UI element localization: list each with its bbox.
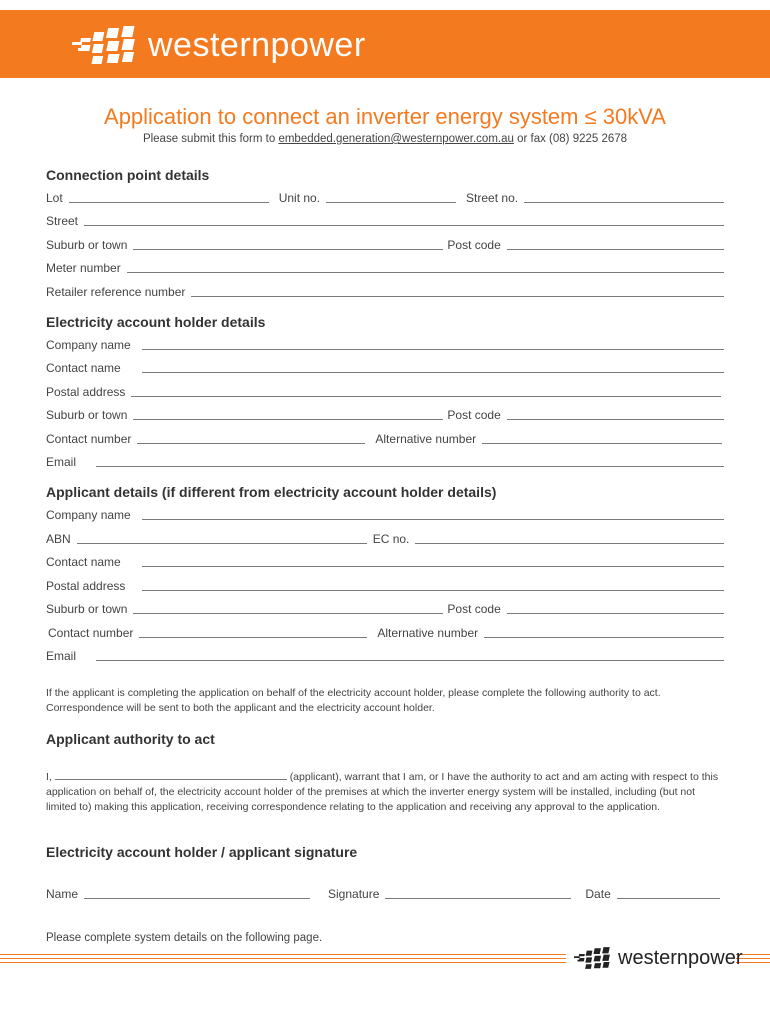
account-contact-row — [46, 359, 724, 375]
account-postal-row — [46, 383, 724, 399]
abn-field[interactable] — [77, 543, 367, 544]
unit-no-label: Unit no. — [278, 191, 321, 205]
connection-meter-row — [46, 259, 724, 275]
contact-name-label: Contact name — [46, 361, 121, 375]
authority-heading: Applicant authority to act — [46, 731, 215, 747]
contact-name-label: Contact name — [46, 555, 121, 569]
account-company-row — [46, 336, 724, 352]
post-code-field[interactable] — [507, 613, 724, 614]
connection-street-row — [46, 212, 724, 228]
company-name-label: Company name — [46, 338, 131, 352]
connection-retailer-row — [46, 283, 724, 299]
applicant-contact-row — [46, 553, 724, 569]
suburb-label: Suburb or town — [46, 238, 128, 252]
email-label: Email — [46, 455, 77, 469]
retailer-ref-field[interactable] — [191, 296, 724, 297]
authority-statement — [46, 770, 726, 815]
post-code-label: Post code — [447, 602, 501, 616]
suburb-field[interactable] — [133, 419, 443, 420]
contact-number-label: Contact number — [48, 626, 134, 640]
ec-no-label: EC no. — [372, 532, 410, 546]
signature-label: Signature — [328, 887, 380, 901]
footer-divider-left-2 — [0, 958, 566, 959]
date-field[interactable] — [617, 898, 720, 899]
authority-body: (applicant), warrant that I am, or I have the authority to act and am acting with respect to this application on behalf of, the electricity account holder of the premises at which the inverter energy system will be installed, including (but not limited to) making this application, receiving correspondence relating to the application and receiving any approval to the application. — [46, 771, 719, 813]
account-phone-row — [46, 430, 724, 446]
post-code-label: Post code — [447, 238, 501, 252]
applicant-heading: Applicant details (if different from electricity account holder details) — [46, 484, 497, 500]
subtitle-prefix: Please submit this form to — [142, 133, 276, 145]
suburb-label: Suburb or town — [46, 602, 128, 616]
street-label: Street — [46, 214, 79, 228]
signature-field[interactable] — [385, 898, 571, 899]
meter-number-field[interactable] — [127, 272, 724, 273]
company-name-field[interactable] — [142, 349, 724, 350]
alt-number-field[interactable] — [482, 443, 722, 444]
postal-address-field[interactable] — [131, 396, 721, 397]
westernpower-grid-icon — [72, 24, 142, 66]
retailer-ref-label: Retailer reference number — [46, 285, 186, 299]
post-code-field[interactable] — [507, 249, 724, 250]
name-field[interactable] — [84, 898, 310, 899]
connection-suburb-row — [46, 236, 724, 252]
suburb-label: Suburb or town — [46, 408, 128, 422]
footer-divider-left — [0, 954, 566, 955]
header-banner — [0, 10, 770, 78]
post-code-field[interactable] — [507, 419, 724, 420]
contact-name-field[interactable] — [142, 372, 724, 373]
post-code-label: Post code — [447, 408, 501, 422]
signature-heading: Electricity account holder / applicant signature — [46, 844, 358, 860]
applicant-name-field[interactable] — [55, 770, 287, 780]
alt-number-label: Alternative number — [375, 432, 477, 446]
lot-field[interactable] — [69, 202, 269, 203]
email-field[interactable] — [96, 660, 724, 661]
footer-logo — [574, 945, 743, 971]
name-label: Name — [46, 887, 79, 901]
company-name-label: Company name — [46, 508, 131, 522]
connection-lot-row — [46, 189, 724, 205]
applicant-company-row — [46, 506, 724, 522]
footer-wordmark: westernpower — [618, 946, 743, 969]
postal-address-field[interactable] — [142, 590, 724, 591]
contact-number-field[interactable] — [137, 443, 365, 444]
footer-divider-left-3 — [0, 962, 566, 963]
account-holder-heading: Electricity account holder details — [46, 314, 266, 330]
westernpower-grid-icon — [574, 945, 614, 971]
applicant-abn-row — [46, 530, 724, 546]
contact-number-label: Contact number — [46, 432, 132, 446]
footer-note: Please complete system details on the following page. — [46, 932, 323, 944]
account-email-row — [46, 453, 724, 469]
authority-prefix: I, — [46, 771, 52, 783]
subtitle-suffix: or fax (08) 9225 2678 — [517, 133, 628, 145]
ec-no-field[interactable] — [415, 543, 724, 544]
street-no-field[interactable] — [524, 202, 724, 203]
street-field[interactable] — [84, 225, 724, 226]
email-link[interactable]: embedded.generation@westernpower.com.au — [278, 133, 514, 145]
authority-note: If the applicant is completing the application on behalf of the electricity account holder, please complete the following authority to act. Correspondence will be sent to both the applicant and the electricity account holder. — [46, 687, 661, 714]
applicant-phone-row — [48, 624, 724, 640]
abn-label: ABN — [46, 532, 71, 546]
suburb-field[interactable] — [133, 613, 443, 614]
email-label: Email — [46, 649, 77, 663]
meter-number-label: Meter number — [46, 261, 121, 275]
postal-address-label: Postal address — [46, 579, 126, 593]
unit-no-field[interactable] — [326, 202, 456, 203]
applicant-email-row — [46, 647, 724, 663]
applicant-suburb-row — [46, 600, 724, 616]
alt-number-field[interactable] — [484, 637, 724, 638]
brand-wordmark: westernpower — [148, 25, 366, 64]
suburb-field[interactable] — [133, 249, 443, 250]
page-title: Application to connect an inverter energy system ≤ 30kVA — [104, 104, 666, 129]
signature-row — [46, 885, 724, 901]
contact-name-field[interactable] — [142, 566, 724, 567]
brand-logo — [72, 24, 366, 66]
applicant-postal-row — [46, 577, 724, 593]
account-suburb-row — [46, 406, 724, 422]
connection-heading: Connection point details — [46, 167, 210, 183]
email-field[interactable] — [96, 466, 724, 467]
page-subtitle — [0, 133, 770, 145]
alt-number-label: Alternative number — [377, 626, 479, 640]
date-label: Date — [585, 887, 611, 901]
street-no-label: Street no. — [466, 191, 519, 205]
lot-label: Lot — [46, 191, 63, 205]
postal-address-label: Postal address — [46, 385, 126, 399]
contact-number-field[interactable] — [139, 637, 367, 638]
company-name-field[interactable] — [142, 519, 724, 520]
